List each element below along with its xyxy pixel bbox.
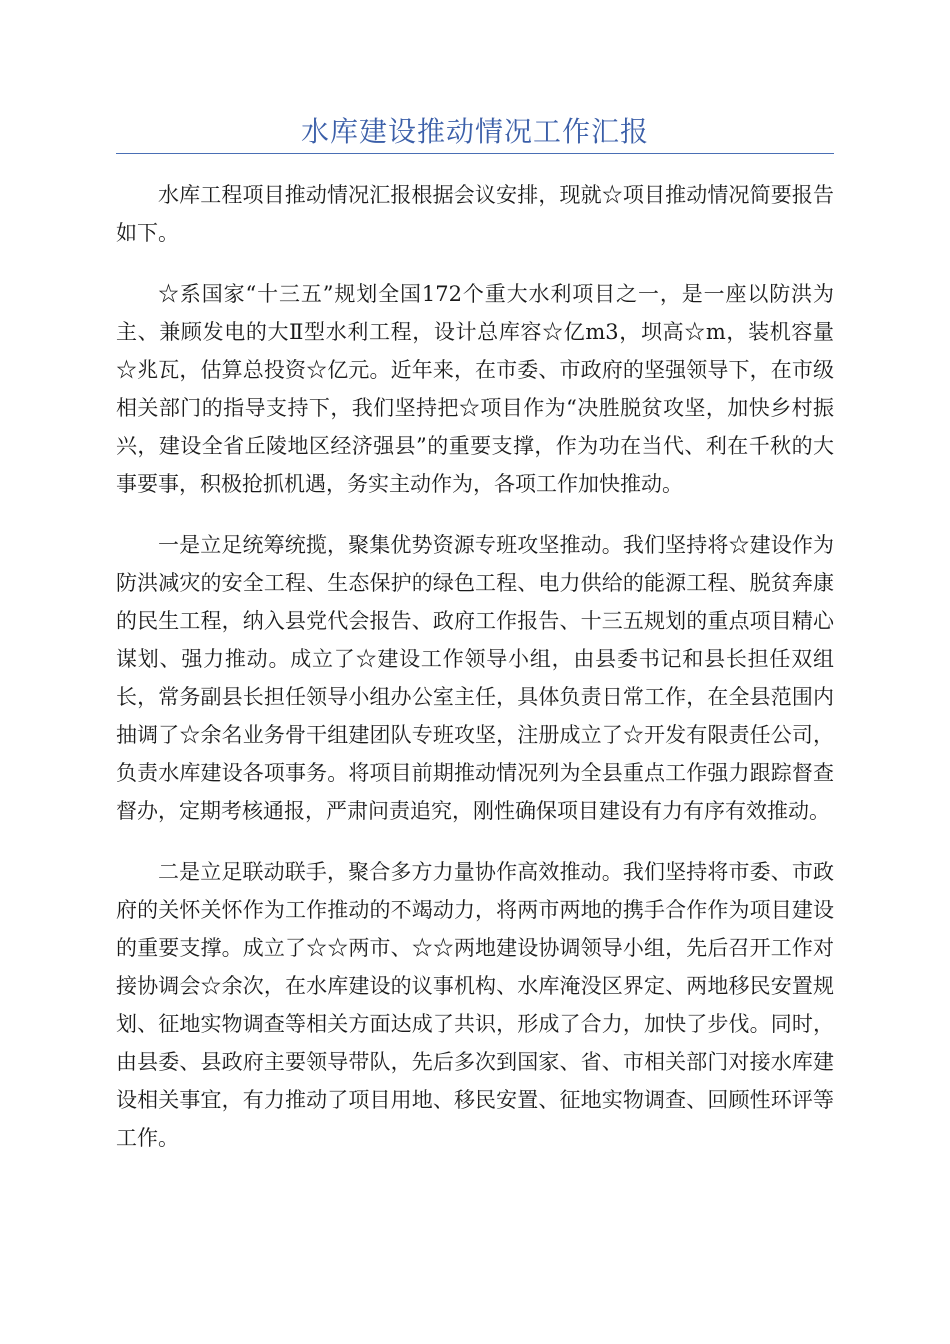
overview-paragraph: ☆系国家“十三五”规划全国172个重大水利项目之一，是一座以防洪为主、兼顾发电的大Ⅱ型水利工程，设计总库容☆亿m3，坝高☆m，装机容量☆兆瓦，估算总投资☆亿元。近年来，在市委、市政府的坚强领导下，在市级相关部门的指导支持下，我们坚持把☆项目作为“决胜脱贫攻坚，加快乡村振兴，建设全省丘陵地区经济强县”的重要支撑，作为功在当代、利在千秋的大事要事，积极抢抓机遇，务实主动作为，各项工作加快推动。: [116, 282, 834, 496]
intro-paragraph: 水库工程项目推动情况汇报根据会议安排，现就☆项目推动情况简要报告如下。: [116, 183, 834, 245]
document-title: 水库建设推动情况工作汇报: [300, 115, 649, 148]
title-underline: [116, 153, 834, 154]
document-body: [116, 176, 834, 1180]
section-one-paragraph: 一是立足统筹统揽，聚集优势资源专班攻坚推动。我们坚持将☆建设作为防洪减灾的安全工程、生态保护的绿色工程、电力供给的能源工程、脱贫奔康的民生工程，纳入县党代会报告、政府工作报告、十三五规划的重点项目精心谋划、强力推动。成立了☆建设工作领导小组，由县委书记和县长担任双组长，常务副县长担任领导小组办公室主任，具体负责日常工作，在全县范围内抽调了☆余名业务骨干组建团队专班攻坚，注册成立了☆开发有限责任公司，负责水库建设各项事务。将项目前期推动情况列为全县重点工作强力跟踪督查督办，定期考核通报，严肃问责追究，刚性确保项目建设有力有序有效推动。: [116, 533, 834, 823]
section-two-paragraph: 二是立足联动联手，聚合多方力量协作高效推动。我们坚持将市委、市政府的关怀关怀作为工作推动的不竭动力，将两市两地的携手合作作为项目建设的重要支撑。成立了☆☆两市、☆☆两地建设协调领导小组，先后召开工作对接协调会☆余次，在水库建设的议事机构、水库淹没区界定、两地移民安置规划、征地实物调查等相关方面达成了共识，形成了合力，加快了步伐。同时，由县委、县政府主要领导带队，先后多次到国家、省、市相关部门对接水库建设相关事宜，有力推动了项目用地、移民安置、征地实物调查、回顾性环评等工作。: [116, 860, 834, 1150]
